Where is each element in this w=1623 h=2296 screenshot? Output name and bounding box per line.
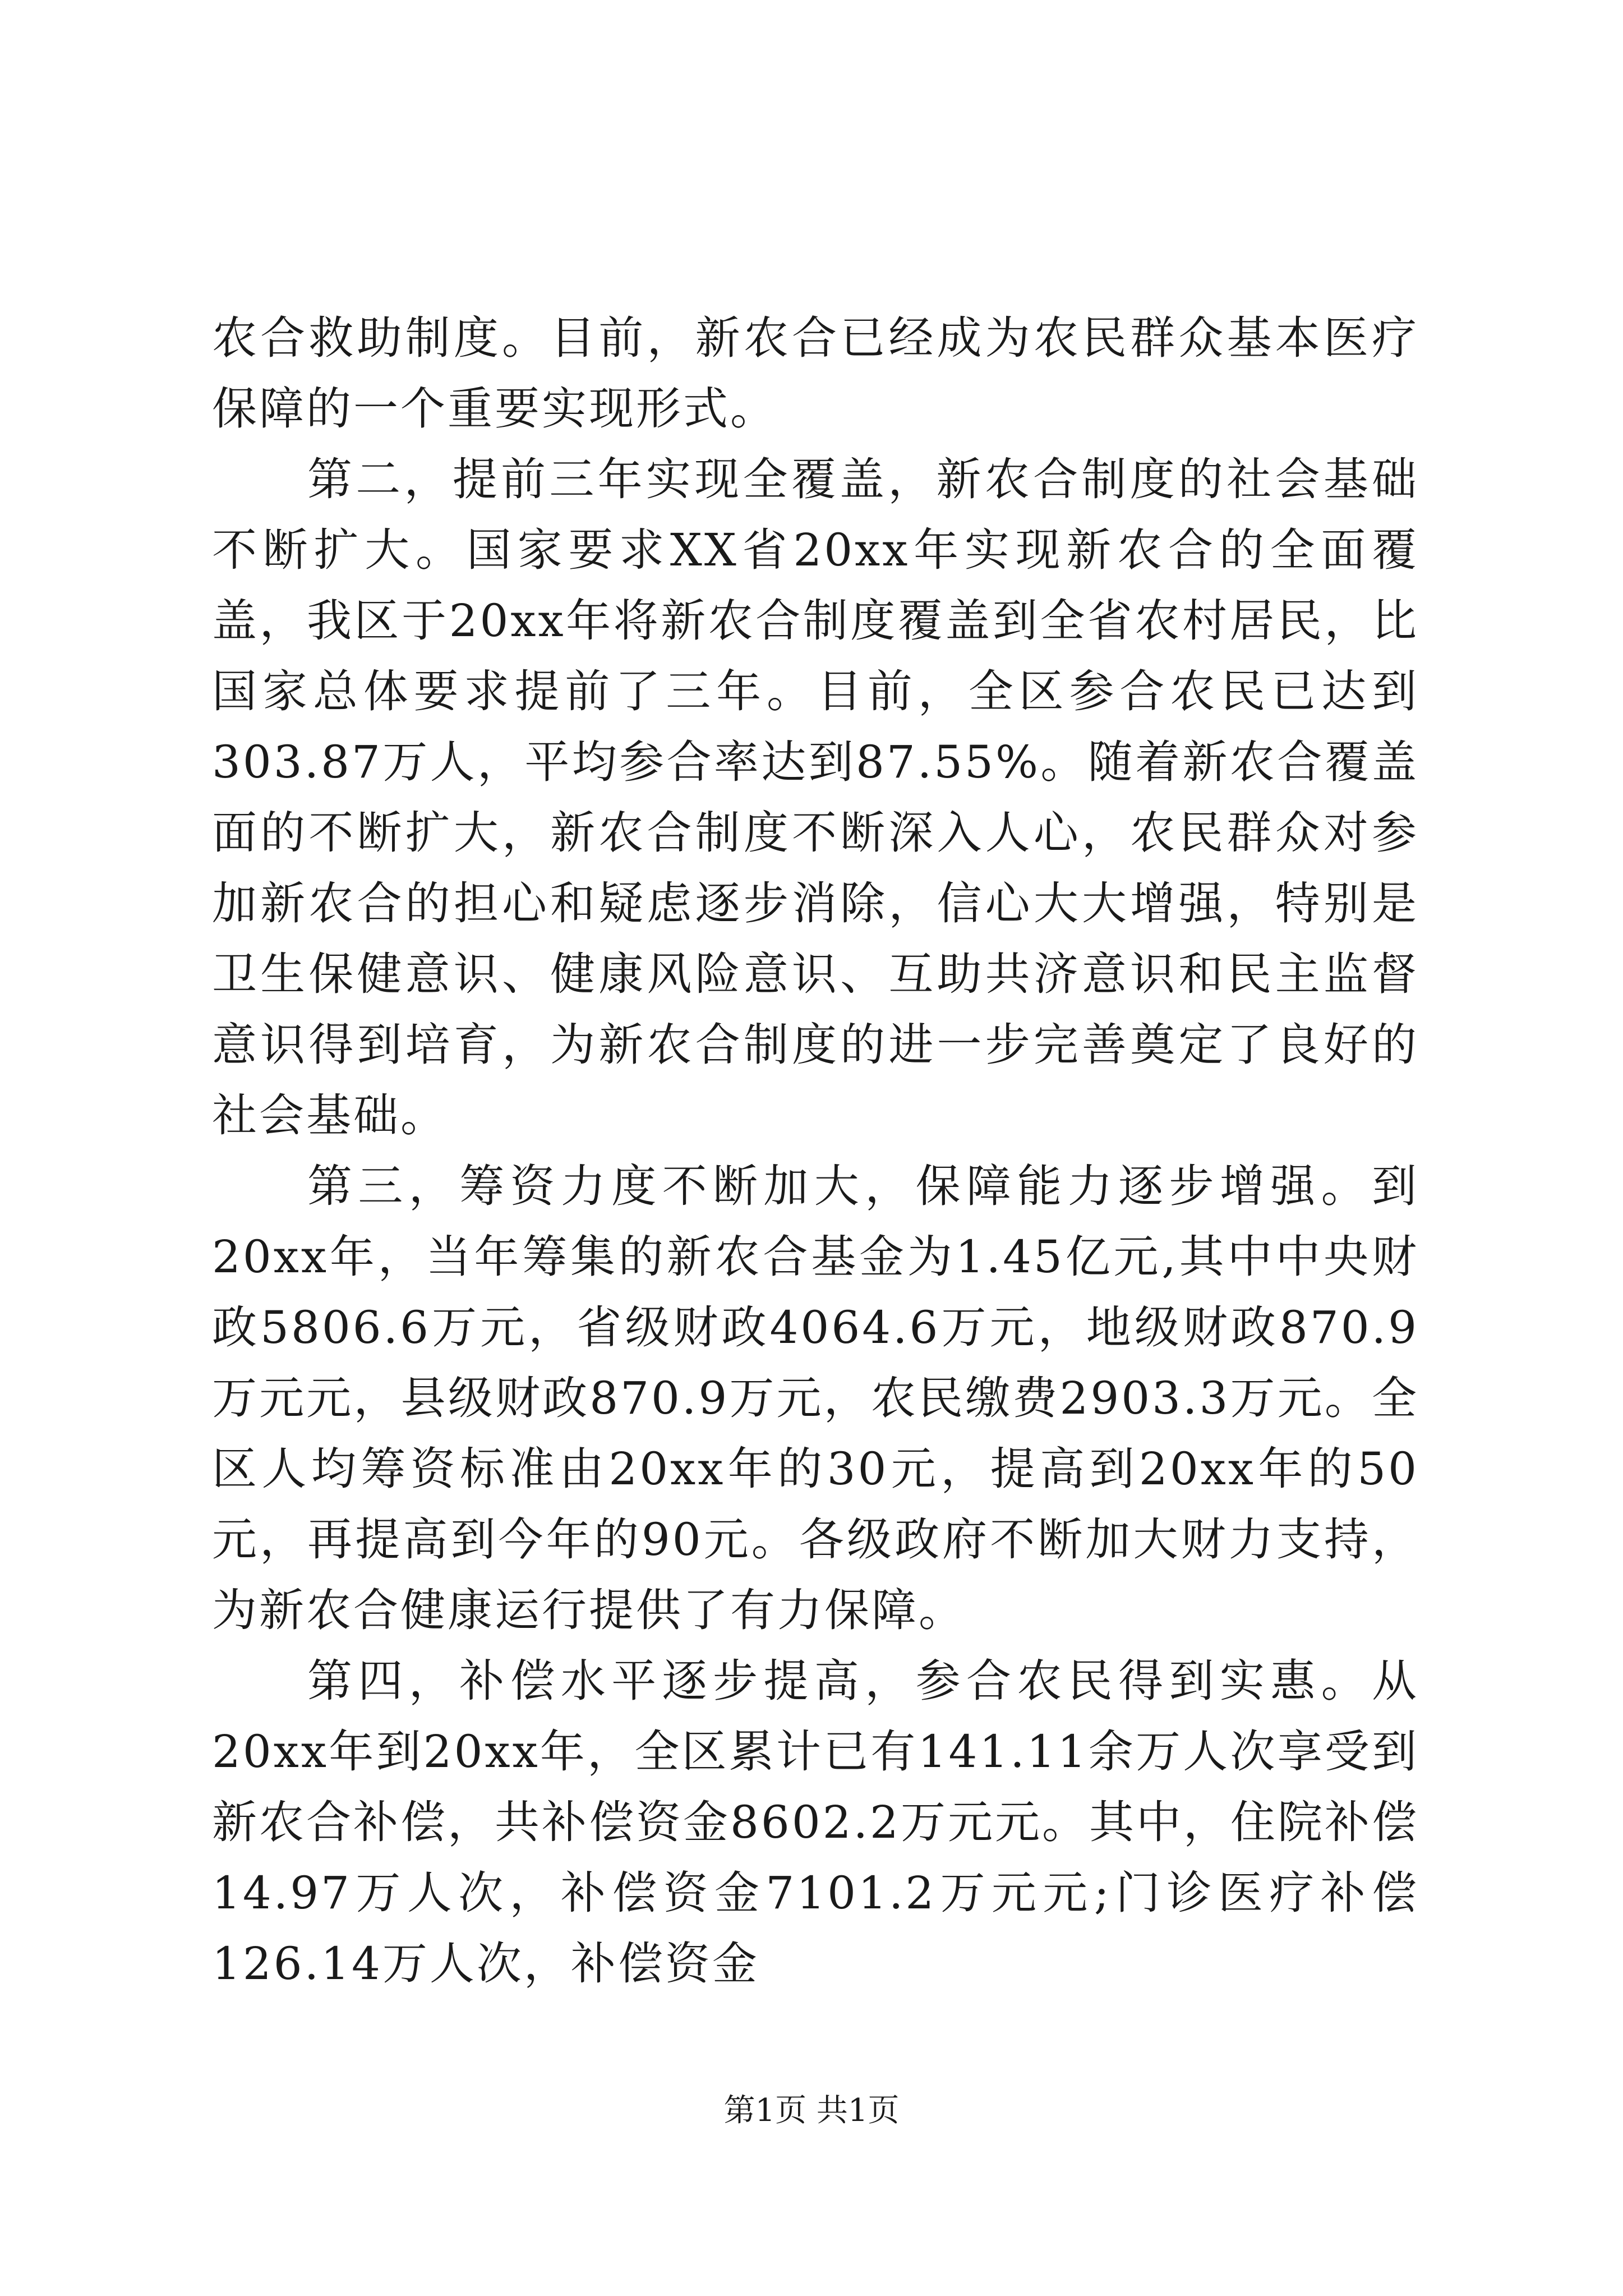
document-body	[212, 303, 1419, 1999]
page-footer: 第1页 共1页	[723, 2092, 900, 2129]
paragraph-3: 第三，筹资力度不断加大，保障能力逐步增强。到20xx年，当年筹集的新农合基金为1.45亿元,其中中央财政5806.6万元，省级财政4064.6万元，地级财政870.9万元元，县级财政870.9万元，农民缴费2903.3万元。全区人均筹资标准由20xx年的30元，提高到20xx年的50元，再提高到今年的90元。各级政府不断加大财力支持，为新农合健康运行提供了有力保障。	[212, 1160, 1419, 1636]
paragraph-1: 农合救助制度。目前，新农合已经成为农民群众基本医疗保障的一个重要实现形式。	[212, 312, 1419, 435]
paragraph-2: 第二，提前三年实现全覆盖，新农合制度的社会基础不断扩大。国家要求XX省20xx年实现新农合的全面覆盖，我区于20xx年将新农合制度覆盖到全省农村居民，比国家总体要求提前了三年。目前，全区参合农民已达到303.87万人，平均参合率达到87.55%。随着新农合覆盖面的不断扩大，新农合制度不断深入人心，农民群众对参加新农合的担心和疑虑逐步消除，信心大大增强，特别是卫生保健意识、健康风险意识、互助共济意识和民主监督意识得到培育，为新农合制度的进一步完善奠定了良好的社会基础。	[212, 453, 1419, 1142]
paragraph-4: 第四，补偿水平逐步提高，参合农民得到实惠。从20xx年到20xx年，全区累计已有141.11余万人次享受到新农合补偿，共补偿资金8602.2万元元。其中，住院补偿14.97万人次，补偿资金7101.2万元元;门诊医疗补偿126.14万人次，补偿资金	[212, 1655, 1419, 1990]
